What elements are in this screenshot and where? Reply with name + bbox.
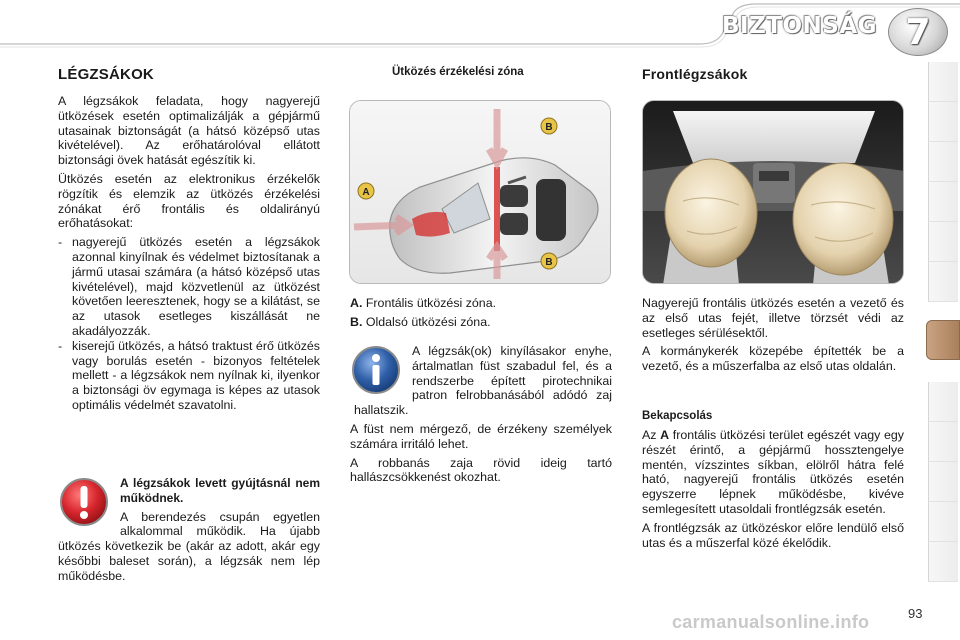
page-number: 93	[908, 606, 923, 621]
chapter-tab-12[interactable]	[928, 542, 958, 582]
paragraph-noise: A robbanás zaja rövid ideig tartó hallászcsökkenést okozhat.	[350, 455, 612, 485]
diagram-label-a: A	[362, 187, 370, 198]
paragraph-activation	[642, 428, 904, 517]
zone-legend	[350, 296, 612, 334]
legend-text-a: Frontális ütközési zóna.	[365, 296, 497, 310]
diagram-label-b-top: B	[545, 122, 553, 133]
legend-item-a	[350, 296, 612, 311]
chapter-title: BIZTONSÁG	[722, 13, 877, 39]
impact-zone-heading: Ütközés érzékelési zóna	[392, 66, 524, 78]
list-item-text: nagyerejű ütközés esetén a légzsákok azonnal kinyílnak és védelmet biztosítanak a jármű utasai számára (a hátsó középső utas kivételével), majd közvetlenül az ütközést követően leeresztenek, hogy se a kilátást, se az utasok esetleges kiszállását ne akadályozzák.	[72, 235, 320, 338]
frontal-airbags-heading: Frontlégzsákok	[642, 66, 748, 82]
impact-zone-diagram	[349, 100, 611, 284]
legend-key-b: B.	[350, 314, 363, 329]
warning-box	[58, 476, 320, 588]
chapter-tab-4[interactable]	[928, 182, 958, 222]
activation-heading: Bekapcsolás	[642, 410, 713, 422]
info-icon	[350, 344, 402, 396]
activation-text	[642, 428, 904, 554]
list-item: - nagyerejű ütközés esetén a légzsákok azonnal kinyílnak és védelmet biztosítanak a jármű utasai számára (a hátsó középső utas kivételével), majd közvetlenül az ütközést követően leeresztenek, hogy se a kilátást, se az utasok esetleges kiszállását ne akadályozzák.	[58, 235, 320, 338]
paragraph-intro: A légzsákok feladata, hogy nagyerejű ütközések esetén optimalizálják a gépjármű utasainak biztonságát (a hátsó középső utas kivételével). Az erőhatárolóval ellátott biztonsági övek hatását egészítik ki.	[58, 94, 320, 168]
activation-pre: Az	[642, 428, 661, 442]
info-text: A légzsák(ok) kinyílásakor enyhe, ártalmatlan füst szabadul fel, és a rendszerbe épített pirotechnikai patron felrobbanásából adódó zaj hallatszik.	[354, 344, 612, 418]
legend-text-b: Oldalsó ütközési zóna.	[365, 314, 491, 329]
diagram-label-b-bottom: B	[545, 257, 553, 268]
chapter-tab-6[interactable]	[928, 262, 958, 302]
paragraph-airbag-position: A frontlégzsák az ütközéskor előre lendülő első utas és a műszerfal közé ékelődik.	[642, 520, 904, 550]
chapter-tab-8[interactable]	[928, 382, 958, 422]
chapter-tab-7-active[interactable]	[926, 320, 960, 360]
right-column-text	[642, 296, 904, 378]
frontal-airbags-photo	[642, 100, 904, 284]
list-item-text: kiserejű ütközés, a hátsó traktust érő ütközés vagy borulás esetén - bizonyos feltételek mellett - a légzsákok nem nyílnak ki, ilyenkor a biztonsági öv egymaga is képes az utasok optimális védelmét szavatolni.	[72, 338, 320, 412]
chapter-tab-2[interactable]	[928, 102, 958, 142]
paragraph-frontal-protect: Nagyerejű frontális ütközés esetén a vezető és az első utas fejét, illetve törzsét védi az esetleges sérülésektől.	[642, 296, 904, 340]
activation-key: A	[660, 428, 670, 442]
chapter-tab-3[interactable]	[928, 142, 958, 182]
paragraph-sensors: Ütközés esetén az elektronikus érzékelők rögzítik és elemzik az ütközés érzékelési zónákat érő frontális és oldalirányú erőhatásokat:	[58, 171, 320, 231]
activation-body: frontális ütközési terület egészét vagy egy részét érintő, a gépjármű hossztengelye mentén, vízszintes síkban, elölről hátra felé ható, nagyerejű frontális ütközés esetén egyszerre lépnek működésbe, kivéve semlegesített utasoldali frontlégzsák esetén.	[642, 428, 904, 516]
info-box	[350, 344, 612, 489]
chapter-badge	[888, 8, 948, 56]
chapter-tab-11[interactable]	[928, 502, 958, 542]
warning-text: A berendezés csupán egyetlen alkalommal működik. Ha újabb ütközés következik be (akár az adott, akár egy későbbi baleset során), a légzsák nem lép működésbe.	[58, 509, 320, 583]
deployed-airbags-illustration	[643, 101, 904, 284]
chapter-tab-10[interactable]	[928, 462, 958, 502]
legend-item-b	[350, 315, 612, 330]
watermark: carmanualsonline.info	[672, 612, 870, 632]
chapter-number: 7	[905, 11, 931, 53]
chapter-tab-1[interactable]	[928, 62, 958, 102]
car-top-view-illustration	[350, 101, 611, 284]
left-column-text	[58, 94, 320, 413]
paragraph-smoke: A füst nem mérgező, de érzékeny személyek számára irritáló lehet.	[350, 421, 612, 451]
section-heading-airbags: LÉGZSÁKOK	[58, 66, 154, 83]
chapter-tab-9[interactable]	[928, 422, 958, 462]
warning-exclamation-icon	[58, 476, 110, 528]
warning-title: A légzsákok levett gyújtásnál nem működnek.	[120, 476, 320, 505]
legend-key-a: A.	[350, 296, 363, 310]
paragraph-frontal-location: A kormánykerék közepébe építették be a vezető, és a műszerfalba az első utas oldalán.	[642, 344, 904, 374]
chapter-tabs	[928, 62, 960, 582]
list-item: - kiserejű ütközés, a hátsó traktust érő ütközés vagy borulás esetén - bizonyos feltételek mellett - a légzsákok nem nyílnak ki, ilyenkor a biztonsági öv egymaga is képes az utasok optimális védelmét szavatolni.	[58, 338, 320, 412]
chapter-tab-5[interactable]	[928, 222, 958, 262]
